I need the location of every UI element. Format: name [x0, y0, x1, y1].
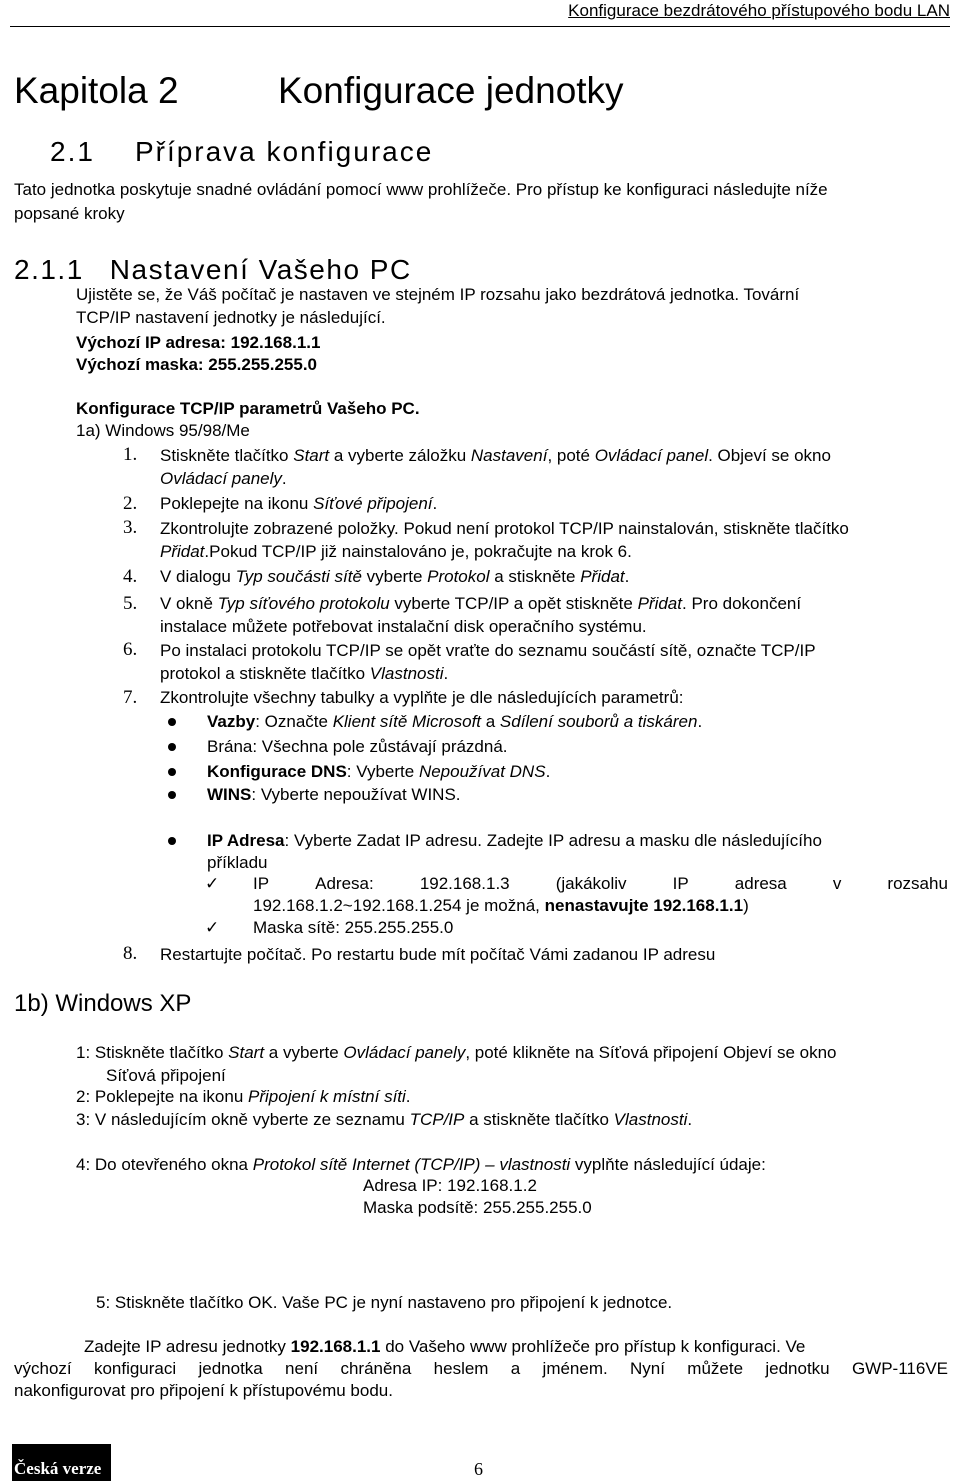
step-number: 1. [123, 444, 138, 465]
bullet-dot [168, 743, 176, 751]
xp-step-5: 5: Stiskněte tlačítko OK. Vaše PC je nyní nastaveno pro připojení k jednotce. [96, 1293, 673, 1312]
section-number: 2.1 [50, 136, 95, 167]
bullet-dns: Konfigurace DNS: Vyberte Nepoužívat DNS. [207, 762, 551, 781]
closing-line-3: nakonfigurovat pro připojení k přístupovému bodu. [14, 1381, 393, 1400]
windows-xp-heading: 1b) Windows XP [14, 990, 192, 1017]
xp-step-1-line-1: 1: Stiskněte tlačítko Start a vyberte Ovládací panely, poté klikněte na Síťová připojení Objeví se okno [76, 1043, 837, 1062]
section-heading-2-1-1 [14, 254, 412, 286]
xp-step-1-line-2: Síťová připojení [106, 1066, 226, 1085]
bullet-dot [168, 791, 176, 799]
step-7: Zkontrolujte všechny tabulky a vyplňte je dle následujících parametrů: [160, 688, 684, 707]
closing-line-1: Zadejte IP adresu jednotky 192.168.1.1 do Vašeho www prohlížeče pro přístup k konfiguraci. Ve [84, 1337, 806, 1356]
xp-ip-address: Adresa IP: 192.168.1.2 [363, 1176, 537, 1195]
step-number: 5. [123, 593, 138, 614]
closing-line-2: výchozí konfiguraci jednotka není chráněna heslem a jménem. Nyní můžete jednotku GWP-116VE [14, 1359, 948, 1378]
xp-step-4: 4: Do otevřeného okna Protokol sítě Internet (TCP/IP) – vlastnosti vyplňte následující údaje: [76, 1155, 766, 1174]
step-5-line-1: V okně Typ síťového protokolu vyberte TCP/IP a opět stiskněte Přidat. Pro dokončení [160, 594, 802, 613]
step-3-line-2: Přidat.Pokud TCP/IP již nainstalováno je, pokračujte na krok 6. [160, 542, 632, 561]
section-title: Nastavení Vašeho PC [109, 254, 412, 285]
step-1-line-1: Stiskněte tlačítko Start a vyberte záložku Nastavení, poté Ovládací panel. Objeví se okno [160, 446, 831, 465]
chapter-title: Konfigurace jednotky [278, 70, 624, 111]
bullet-dot [168, 768, 176, 776]
running-header: Konfigurace bezdrátového přístupového bodu LAN [568, 1, 950, 20]
step-6-line-2: protokol a stiskněte tlačítko Vlastnosti. [160, 664, 449, 683]
step-number: 7. [123, 687, 138, 708]
bullet-ip-address-line-2: příkladu [207, 853, 268, 872]
default-mask: Výchozí maska: 255.255.255.0 [76, 355, 317, 374]
page-number: 6 [474, 1459, 483, 1479]
language-logo: Česká verze [12, 1444, 111, 1481]
step-8: Restartujte počítač. Po restartu bude mít počítač Vámi zadanou IP adresu [160, 945, 716, 964]
tcpip-config-heading: Konfigurace TCP/IP parametrů Vašeho PC. [76, 399, 420, 418]
step-number: 8. [123, 943, 138, 964]
check-ip-line-2: 192.168.1.2~192.168.1.254 je možná, nenastavujte 192.168.1.1) [253, 896, 749, 915]
step-number: 6. [123, 639, 138, 660]
bullet-gateway: Brána: Všechna pole zůstávají prázdná. [207, 737, 508, 756]
windows-9x-heading: 1a) Windows 95/98/Me [76, 421, 250, 440]
intro-line-2: popsané kroky [14, 204, 125, 223]
default-ip: Výchozí IP adresa: 192.168.1.1 [76, 333, 321, 352]
step-number: 2. [123, 493, 138, 514]
section-number: 2.1.1 [14, 254, 84, 285]
step-2: Poklepejte na ikonu Síťové připojení. [160, 494, 438, 513]
bullet-bindings: Vazby: Označte Klient sítě Microsoft a Sdílení souborů a tiskáren. [207, 712, 703, 731]
xp-step-3: 3: V následujícím okně vyberte ze seznamu TCP/IP a stiskněte tlačítko Vlastnosti. [76, 1110, 693, 1129]
chapter-label: Kapitola 2 [14, 70, 179, 111]
checkmark-icon: ✓ [205, 918, 220, 937]
step-1-line-2: Ovládací panely. [160, 469, 287, 488]
step-3-line-1: Zkontrolujte zobrazené položky. Pokud není protokol TCP/IP nainstalován, stiskněte tlačítko [160, 519, 849, 538]
step-4: V dialogu Typ součásti sítě vyberte Protokol a stiskněte Přidat. [160, 567, 630, 586]
bullet-wins: WINS: Vyberte nepoužívat WINS. [207, 785, 461, 804]
bullet-dot [168, 837, 176, 845]
xp-step-2: 2: Poklepejte na ikonu Připojení k místní síti. [76, 1087, 411, 1106]
step-5-line-2: instalace můžete potřebovat instalační disk operačního systému. [160, 617, 647, 636]
checkmark-icon: ✓ [205, 874, 220, 893]
section-heading-2-1 [50, 136, 433, 168]
check-ip-line-1: IP Adresa: 192.168.1.3 (jakákoliv IP adresa v rozsahu [253, 874, 948, 893]
intro-line-1: Tato jednotka poskytuje snadné ovládání pomocí www prohlížeče. Pro přístup ke konfiguraci následujte níže [14, 180, 828, 199]
pc-setup-line-2: TCP/IP nastavení jednotky je následující. [76, 308, 386, 327]
check-mask: Maska sítě: 255.255.255.0 [253, 918, 454, 937]
bullet-ip-address-line-1: IP Adresa: Vyberte Zadat IP adresu. Zadejte IP adresu a masku dle následujícího [207, 831, 822, 850]
xp-subnet-mask: Maska podsítě: 255.255.255.0 [363, 1198, 592, 1217]
header-rule [10, 26, 950, 27]
step-number: 4. [123, 566, 138, 587]
step-number: 3. [123, 517, 138, 538]
step-6-line-1: Po instalaci protokolu TCP/IP se opět vraťte do seznamu součástí sítě, označte TCP/IP [160, 641, 816, 660]
bullet-dot [168, 718, 176, 726]
pc-setup-line-1: Ujistěte se, že Váš počítač je nastaven ve stejném IP rozsahu jako bezdrátová jednotka. Tovární [76, 285, 800, 304]
section-title: Příprava konfigurace [134, 136, 434, 167]
